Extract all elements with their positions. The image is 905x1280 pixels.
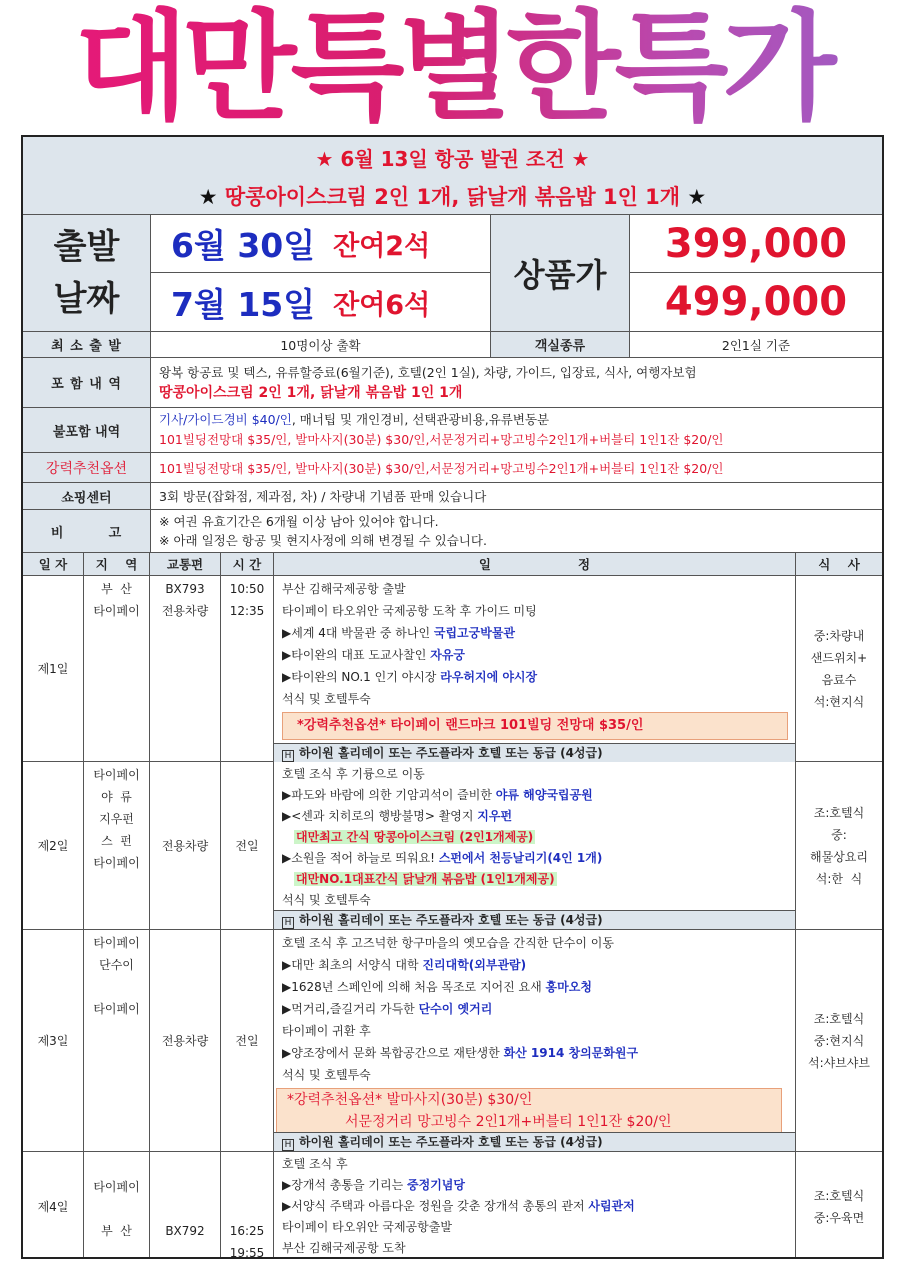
day-times [221, 576, 274, 761]
meal: 중:현지식 [813, 1033, 865, 1048]
meal: 해물상요리 [810, 849, 868, 864]
itinerary-header [23, 553, 882, 576]
seats-left: 잔여6석 [333, 289, 431, 321]
time: 16:25 [229, 1224, 265, 1238]
meal: 샌드위치+ [810, 650, 868, 665]
min-departure-value: 10명이상 출확 [151, 332, 491, 357]
condition-banner [23, 137, 882, 215]
region: 타이페이 [93, 1180, 140, 1194]
schedule-line [282, 666, 795, 688]
day-label: 제4일 [23, 1152, 84, 1259]
attraction: 단수이 옛거리 [418, 1002, 493, 1016]
day-transport [150, 576, 221, 761]
region: 야 류 [101, 790, 132, 804]
included-line: 왕복 항공료 및 텍스, 유류할증료(6월기준), 호텔(2인 1실), 차량, 가이드, 입장료, 식사, 여행자보험 [159, 364, 697, 380]
hotel-name: 하이원 홀리데이 또는 주도플라자 호텔 또는 동급 (4성급) [299, 1135, 603, 1149]
time: 12:35 [229, 604, 265, 618]
star-icon: ★ [198, 185, 218, 209]
hotel-icon: H [282, 917, 294, 929]
itinerary-day-1 [23, 576, 882, 762]
day-schedule [274, 576, 796, 761]
note-value [151, 510, 882, 552]
price-label [491, 215, 630, 331]
schedule-line [282, 848, 795, 869]
attraction: 지우펀 [477, 809, 513, 823]
col-day: 일 자 [23, 553, 84, 575]
meal: 중:차량내 [813, 628, 865, 643]
hotel-info [274, 743, 795, 762]
recommended-option-box: *강력추천옵션* 타이페이 랜드마크 101빌딩 전망대 $35/인 [282, 712, 788, 740]
region: 타이페이 [93, 604, 140, 618]
guide-fee: 기사/가이드경비 $40/인 [159, 412, 292, 427]
region: 지우펀 [99, 812, 134, 826]
itinerary-day-3 [23, 930, 882, 1152]
day-transport [150, 1152, 221, 1259]
page-title: 대만특별한특가 [0, 0, 905, 133]
schedule-line [282, 1175, 795, 1196]
departure-label [23, 215, 151, 331]
included-row [23, 358, 882, 408]
price-values [630, 215, 882, 331]
schedule-line: 호텔 조식 후 기륭으로 이동 [282, 767, 425, 781]
option-line: 서문정거리 망고빙수 2인1개+버블티 1인1잔 $20/인 [345, 1114, 672, 1130]
schedule-line [282, 827, 795, 848]
shopping-value: 3회 방문(잡화점, 제과점, 차) / 차량내 기념품 판매 있습니다 [159, 489, 487, 504]
schedule-text: ▶타이완의 NO.1 인기 야시장 [282, 670, 441, 684]
excluded-line: , 매너팁 및 개인경비, 선택관광비용,유류변동분 [291, 412, 550, 427]
schedule-line [282, 869, 795, 890]
time: 19:55 [229, 1246, 265, 1259]
price-row-2 [630, 273, 882, 331]
attraction: 홍마오청 [545, 980, 592, 994]
schedule-line [282, 954, 795, 976]
day-regions [84, 762, 150, 929]
region: 부 산 [101, 582, 132, 596]
included-benefit: 땅콩아이스크림 2인 1개, 닭날개 볶음밥 1인 1개 [159, 384, 463, 401]
schedule-text: ▶소원을 적어 하늘로 띄워요! [282, 851, 439, 865]
excluded-row [23, 408, 882, 453]
excluded-options: 101빌딩전망대 $35/인, 발마사지(30분) $30/인,서문정거리+망고빙수2인1개+버블티 1인1잔 $20/인 [159, 432, 724, 447]
schedule-line: 부산 김해국제공항 출발 [282, 582, 406, 596]
meal: 석:한 식 [815, 871, 863, 886]
schedule-line: 호텔 조식 후 [282, 1157, 348, 1171]
price-row-1 [630, 215, 882, 273]
attraction: 사림관저 [588, 1199, 635, 1213]
flight-number: BX793 [165, 582, 205, 596]
product-sheet [21, 135, 884, 1259]
schedule-text: ▶먹거리,즐길거리 가득한 [282, 1002, 419, 1016]
flight-number: BX792 [165, 1224, 205, 1238]
shopping-label: 쇼핑센터 [23, 483, 151, 509]
attraction: 중정기념당 [407, 1178, 465, 1192]
attraction: 야류 해양국립공원 [495, 788, 593, 802]
meal: 석:샤브샤브 [807, 1055, 870, 1070]
region: 타이페이 [93, 1002, 140, 1016]
vehicle: 전용차량 [150, 762, 221, 929]
day-label: 제2일 [23, 762, 84, 929]
included-label: 포 함 내 역 [23, 358, 151, 407]
schedule-text: ▶타이완의 대표 도교사찰인 [282, 648, 431, 662]
schedule-line: 타이페이 귀환 후 [282, 1024, 371, 1038]
col-region: 지 역 [84, 553, 150, 575]
meal: 음료수 [821, 672, 857, 687]
meal: 조:호텔식 [813, 1188, 865, 1203]
day-times [221, 1152, 274, 1259]
schedule-text: ▶대만 최초의 서양식 대학 [282, 958, 423, 972]
day-schedule [274, 1152, 796, 1259]
schedule-line [282, 1042, 795, 1064]
attraction: 국립고궁박물관 [433, 626, 516, 640]
option-line: *강력추천옵션* 발마사지(30분) $30/인 [287, 1092, 533, 1108]
schedule-line [282, 622, 795, 644]
schedule-line: 타이페이 타오위안 국제공항 도착 후 가이드 미팅 [282, 604, 537, 618]
region: 부 산 [101, 1224, 132, 1238]
banner-line-2 [23, 181, 882, 211]
schedule-text: ▶파도와 바람에 의한 기암괴석이 즐비한 [282, 788, 496, 802]
schedule-line [282, 806, 795, 827]
vehicle: 전용차량 [161, 604, 209, 618]
shopping-row [23, 483, 882, 510]
hotel-info [274, 1132, 795, 1151]
region: 단수이 [99, 958, 134, 972]
day-meals [796, 762, 882, 929]
recommended-option-value: 101빌딩전망대 $35/인, 발마사지(30분) $30/인,서문정거리+망고빙수2인1개+버블티 1인1잔 $20/인 [159, 460, 724, 476]
departure-date: 6월 30일 [171, 226, 316, 265]
meal: 석:현지식 [813, 694, 865, 709]
excluded-label: 불포함 내역 [23, 408, 151, 452]
day-label: 제3일 [23, 930, 84, 1151]
included-value [151, 358, 882, 407]
hotel-name: 하이원 홀리데이 또는 주도플라자 호텔 또는 동급 (4성급) [299, 913, 603, 927]
day-meals [796, 930, 882, 1151]
schedule-line [282, 785, 795, 806]
min-departure-row [23, 332, 882, 358]
attraction: 화산 1914 창의문화원구 [503, 1046, 639, 1060]
day-regions [84, 576, 150, 761]
banner-line-1: ★ 6월 13일 항공 발권 조건 ★ [315, 147, 590, 171]
star-icon: ★ [687, 185, 707, 209]
col-meal: 식 사 [818, 557, 860, 572]
time: 전일 [221, 930, 274, 1151]
schedule-line: 석식 및 호텔투숙 [282, 692, 371, 706]
col-time: 시 간 [221, 553, 274, 575]
special-snack: 대만최고 간식 땅콩아이스크림 (2인1개제공) [296, 830, 534, 844]
departure-label-2: 날짜 [53, 279, 120, 319]
region: 타이페이 [93, 768, 140, 782]
recommended-option-label: 강력추천옵션 [23, 453, 151, 482]
excluded-value [151, 408, 882, 452]
attraction: 스펀에서 천등날리기(4인 1개) [438, 851, 603, 865]
schedule-line: 부산 김해국제공항 도착 [282, 1241, 406, 1255]
recommended-option-box [276, 1088, 782, 1134]
departure-block [23, 215, 882, 332]
region: 스 펀 [101, 834, 132, 848]
schedule-text: ▶<센과 치히로의 행방불명> 촬영지 [282, 809, 478, 823]
day-schedule [274, 762, 796, 929]
meal: 조:호텔식 [813, 805, 865, 820]
schedule-line: 타이페이 타오위안 국제공항출발 [282, 1220, 452, 1234]
meal: 조:호텔식 [813, 1011, 865, 1026]
date-row-1 [151, 215, 490, 273]
special-snack: 대만NO.1대표간식 닭날개 볶음밥 (1인1개제공) [296, 872, 555, 886]
departure-dates [151, 215, 491, 331]
hotel-icon: H [282, 1139, 294, 1151]
schedule-line [282, 644, 795, 666]
banner-benefit: 땅콩아이스크림 2인 1개, 닭날개 볶음밥 1인 1개 [224, 185, 681, 209]
note-line: ※ 여권 유효기간은 6개월 이상 남아 있어야 합니다. [159, 514, 439, 529]
date-row-2 [151, 273, 490, 331]
schedule-text: ▶세계 4대 박물관 중 하나인 [282, 626, 434, 640]
time: 전일 [221, 762, 274, 929]
schedule-line [282, 998, 795, 1020]
hotel-icon: H [282, 750, 294, 762]
meal: 중:우육면 [813, 1210, 865, 1225]
schedule-line: 석식 및 호텔투숙 [282, 893, 371, 907]
day-schedule [274, 930, 796, 1151]
schedule-line: 호텔 조식 후 고즈넉한 항구마을의 옛모습을 간직한 단수이 이동 [282, 936, 614, 950]
note-row [23, 510, 882, 553]
departure-date: 7월 15일 [171, 284, 316, 324]
hotel-name: 하이원 홀리데이 또는 주도플라자 호텔 또는 동급 (4성급) [299, 746, 603, 760]
min-departure-label: 최 소 출 발 [23, 332, 151, 357]
room-type-value: 2인1실 기준 [721, 337, 791, 353]
room-type-label: 객실종류 [491, 332, 630, 357]
schedule-text: ▶양조장에서 문화 복합공간으로 재탄생한 [282, 1046, 504, 1060]
note-line: ※ 아래 일정은 항공 및 현지사정에 의해 변경될 수 있습니다. [159, 533, 487, 548]
note-label: 비 고 [23, 510, 151, 552]
departure-label-1: 출발 [53, 227, 120, 267]
day-meals [796, 576, 882, 761]
col-schedule: 일 정 [274, 553, 796, 575]
hotel-info [274, 910, 795, 929]
attraction: 라우허지에 야시장 [440, 670, 538, 684]
schedule-text: ▶1628년 스페인에 의해 처음 목조로 지어진 요새 [282, 980, 546, 994]
time: 10:50 [229, 582, 265, 596]
meal: 중: [831, 827, 847, 842]
region: 타이페이 [93, 856, 140, 870]
region: 타이페이 [93, 936, 140, 950]
vehicle: 전용차량 [150, 930, 221, 1151]
price-value: 399,000 [664, 220, 848, 267]
schedule-line [282, 1196, 795, 1217]
schedule-line: 석식 및 호텔투숙 [282, 1068, 371, 1082]
schedule-line [282, 976, 795, 998]
col-transport: 교통편 [150, 553, 221, 575]
day-regions [84, 930, 150, 1151]
attraction: 자유궁 [430, 648, 465, 662]
day-meals [796, 1152, 882, 1259]
day-label: 제1일 [23, 576, 84, 761]
price-value: 499,000 [664, 279, 848, 325]
schedule-text: ▶서양식 주택과 아름다운 정원을 갖춘 장개석 총통의 관저 [282, 1199, 589, 1213]
itinerary-day-2 [23, 762, 882, 930]
recommended-option-row [23, 453, 882, 483]
seats-left: 잔여2석 [333, 231, 431, 262]
attraction: 진리대학(외부관람) [422, 958, 527, 972]
schedule-text: ▶장개석 총통을 기리는 [282, 1178, 408, 1192]
price-label-text: 상품가 [513, 256, 607, 294]
itinerary-day-4 [23, 1152, 882, 1259]
day-regions [84, 1152, 150, 1259]
